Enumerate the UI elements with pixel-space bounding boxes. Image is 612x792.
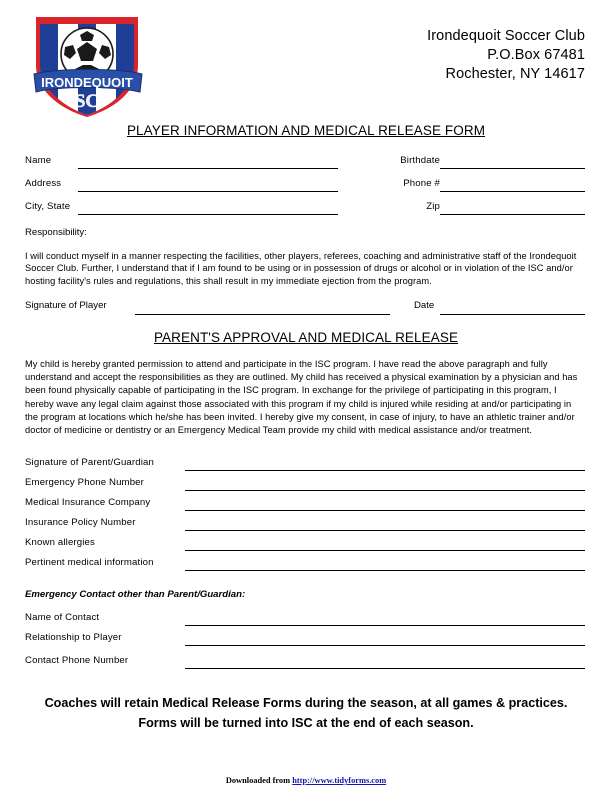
responsibility-label: Responsibility: bbox=[25, 227, 87, 238]
parent-section-title-text: PARENT'S APPROVAL AND MEDICAL RELEASE bbox=[153, 330, 459, 345]
field-rule-birthdate[interactable] bbox=[440, 168, 585, 169]
field-contact-relationship bbox=[0, 631, 612, 649]
signature-date-rule[interactable] bbox=[440, 314, 585, 315]
responsibility-paragraph: I will conduct myself in a manner respecting the facilities, other players, referees, coaching and administrative staff of the Irondequoit Soccer Club. Further, I understand that if I am found to be using or in possession of drugs or alcohol or in violation of the ISC and/or hosting facility's rules and regulations, this shall result in my immediate ejection from the program. bbox=[25, 251, 577, 286]
field-label-contact-relationship: Relationship to Player bbox=[25, 632, 122, 643]
parent-section-title bbox=[0, 330, 612, 345]
player-section-title bbox=[0, 123, 612, 138]
emergency-contact-heading: Emergency Contact other than Parent/Guardian: bbox=[25, 589, 246, 600]
field-label-pertinent-medical-information: Pertinent medical information bbox=[25, 557, 154, 568]
player-section-title-text: PLAYER INFORMATION AND MEDICAL RELEASE FORM bbox=[126, 123, 486, 138]
field-label-address: Address bbox=[25, 178, 62, 189]
tidyforms-url-link[interactable]: http://www.tidyforms.com bbox=[292, 776, 387, 785]
field-rule-parent-signature[interactable] bbox=[185, 470, 585, 471]
field-label-birthdate: Birthdate bbox=[400, 155, 440, 166]
field-label-known-allergies: Known allergies bbox=[25, 537, 95, 548]
field-label-parent-signature: Signature of Parent/Guardian bbox=[25, 457, 154, 468]
field-contact-phone bbox=[0, 654, 612, 672]
signature-of-player-rule[interactable] bbox=[135, 314, 390, 315]
field-label-emergency-phone: Emergency Phone Number bbox=[25, 477, 145, 488]
field-rule-phone[interactable] bbox=[440, 191, 585, 192]
logo-monogram-text: SC bbox=[74, 91, 100, 112]
field-rule-contact-relationship[interactable] bbox=[185, 645, 585, 646]
field-contact-name bbox=[0, 611, 612, 629]
field-rule-contact-phone[interactable] bbox=[185, 668, 585, 669]
coaches-retention-note: Coaches will retain Medical Release Forms during the season, at all games & practices. Forms will be turned into ISC at the end of each season. bbox=[44, 696, 568, 730]
club-city-state-zip: Rochester, NY 14617 bbox=[445, 66, 585, 82]
parent-release-paragraph: My child is hereby granted permission to attend and participate in the ISC program. I have read the above paragraph and fully understand and accept the responsibilities as they are outlined. My child has received a physical examination by a physician and has been found physically capable of participating in the ISC program. In exchange for the privilege of participating in this program, I hereby wave any legal claim against those associated with this program if my child is injured while residing at and/or participating in the program at locations which he/she has been invited. I hereby give my consent, in case of injury, to have an athletic trainer and/or doctor of medicine or dentistry or an Emergency Medical Team provide my child with medical assistance and/or treatment. bbox=[25, 359, 578, 436]
field-phone bbox=[0, 177, 612, 195]
club-address-block bbox=[427, 27, 585, 84]
field-rule-pertinent-medical-information[interactable] bbox=[185, 570, 585, 571]
document-header bbox=[0, 0, 612, 118]
field-rule-medical-insurance-company[interactable] bbox=[185, 510, 585, 511]
field-label-zip: Zip bbox=[426, 201, 440, 212]
downloaded-from-label: Downloaded from bbox=[225, 776, 291, 785]
field-label-contact-phone: Contact Phone Number bbox=[25, 655, 129, 666]
field-label-city-state: City, State bbox=[25, 201, 71, 212]
field-parent-signature bbox=[0, 456, 612, 474]
logo-banner-text: IRONDEQUOIT bbox=[41, 75, 133, 90]
field-label-insurance-policy-number: Insurance Policy Number bbox=[25, 517, 136, 528]
field-label-name: Name bbox=[25, 155, 52, 166]
club-po-box: P.O.Box 67481 bbox=[487, 47, 585, 63]
field-label-medical-insurance-company: Medical Insurance Company bbox=[25, 497, 151, 508]
download-attribution bbox=[0, 776, 612, 785]
field-rule-zip[interactable] bbox=[440, 214, 585, 215]
field-label-phone: Phone # bbox=[403, 178, 440, 189]
field-zip bbox=[0, 200, 612, 218]
field-insurance-policy-number bbox=[0, 516, 612, 534]
field-rule-contact-name[interactable] bbox=[185, 625, 585, 626]
field-medical-insurance-company bbox=[0, 496, 612, 514]
club-name: Irondequoit Soccer Club bbox=[427, 28, 585, 44]
club-logo bbox=[28, 12, 146, 117]
shield-logo-graphic bbox=[28, 12, 146, 117]
field-known-allergies bbox=[0, 536, 612, 554]
field-emergency-phone bbox=[0, 476, 612, 494]
field-pertinent-medical-information bbox=[0, 556, 612, 574]
field-rule-known-allergies[interactable] bbox=[185, 550, 585, 551]
field-label-contact-name: Name of Contact bbox=[25, 612, 100, 623]
signature-of-player-label: Signature of Player bbox=[25, 300, 107, 311]
field-rule-insurance-policy-number[interactable] bbox=[185, 530, 585, 531]
field-rule-emergency-phone[interactable] bbox=[185, 490, 585, 491]
signature-date-label: Date bbox=[414, 300, 435, 311]
field-birthdate bbox=[0, 154, 612, 172]
